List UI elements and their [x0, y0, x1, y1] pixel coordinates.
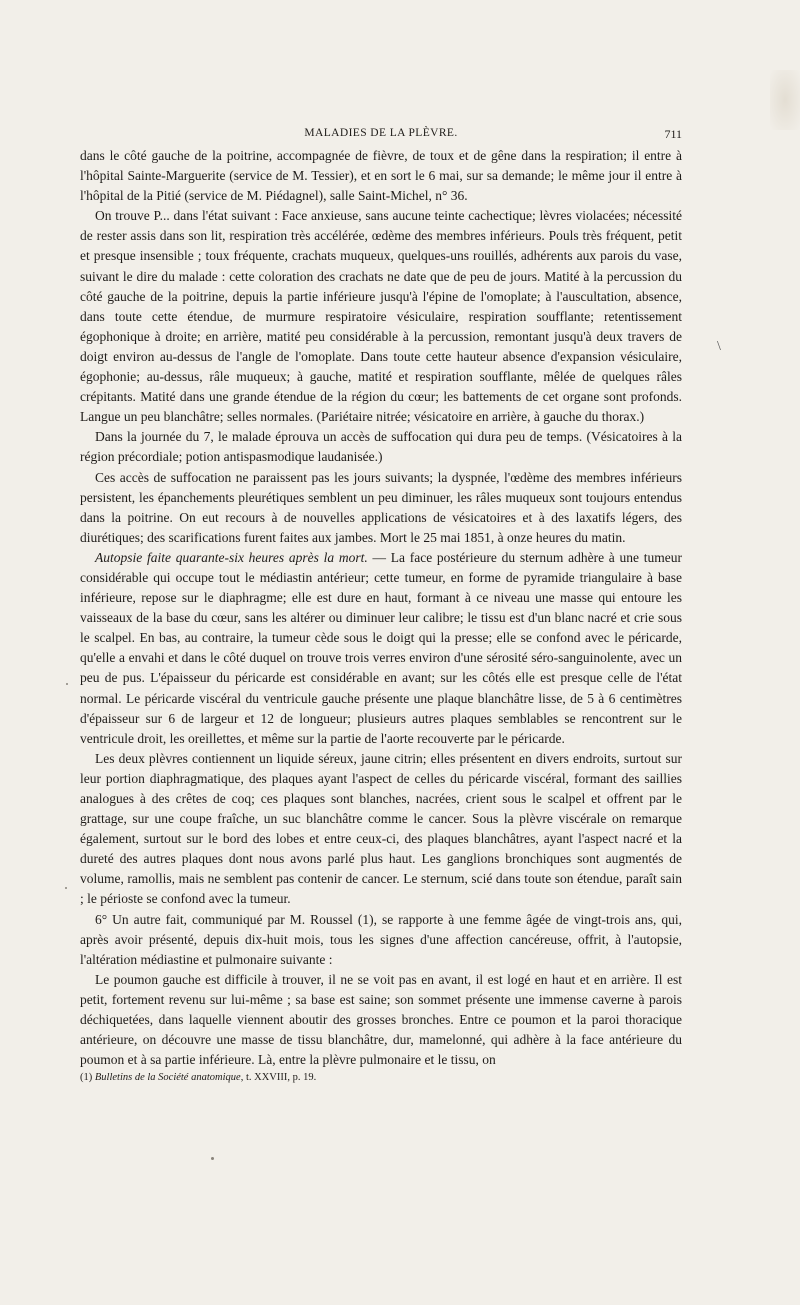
footnote-marker: (1): [80, 1072, 95, 1083]
paper-stain: [770, 70, 800, 130]
paragraph: dans le côté gauche de la poitrine, accompagnée de fièvre, de toux et de gêne dans la respiration; il entre à l'hôpital Sainte-Marguerite (service de M. Tessier), et en sort le 6 mai, sur sa demande; le même jour il entre à l'hôpital de la Pitié (service de M. Piédagnel), salle Saint-Michel, n° 36.: [80, 148, 682, 204]
page-number: 711: [664, 127, 682, 141]
paragraph-autopsy: [80, 548, 682, 749]
footnote-reference: , t. XXVIII, p. 19.: [240, 1072, 317, 1083]
paragraph-text: — La face postérieure du sternum adhère à une tumeur considérable qui occupe tout le médiastin antérieur; cette tumeur, en forme de pyramide triangulaire à base inférieure, repose sur le diaphragme; elle est dure en haut, formant à ce niveau une masse qui entoure les vaisseaux de la base du cœur, sans les altérer ou diminuer leur calibre; le tissu est d'un blanc nacré et crie sous le scalpel. En bas, au contraire, la tumeur cède sous le doigt qui la presse; elle se confond avec le péricarde, qu'elle a envahi et dans le côté duquel on trouve trois verres environ d'une sérosité séro-sanguinolente, avec un peu de pus. L'épaisseur du péricarde est considérable en avant; sur les côtés elle est presque celle de l'état normal. Le péricarde viscéral du ventricule gauche présente une plaque blanchâtre lisse, de 5 à 6 centimètres d'épaisseur sur 6 de largeur et 12 de longueur; plusieurs autres plaques semblables se rencontrent sur le ventricule droit, les oreillettes, et même sur la partie de l'aorte recouverte par le péricarde.: [80, 549, 682, 746]
running-title: MALADIES DE LA PLÈVRE.: [304, 127, 458, 139]
margin-mark: \: [717, 339, 721, 354]
ink-speck: [66, 683, 68, 685]
footnote: [80, 1071, 682, 1085]
paragraph: Dans la journée du 7, le malade éprouva un accès de suffocation qui dura peu de temps. (Vésicatoires à la région précordiale; potion antispasmodique laudanisée.): [80, 429, 682, 465]
autopsy-heading: Autopsie faite quarante-six heures après la mort.: [95, 549, 368, 565]
page-header: [80, 127, 682, 143]
footnote-source: Bulletins de la Société anatomique: [94, 1072, 241, 1083]
paragraph: On trouve P... dans l'état suivant : Face anxieuse, sans aucune teinte cachectique; lèvres violacées; nécessité de rester assis dans son lit, respiration très accélérée, œdème des membres inférieurs. Pouls très fréquent, petit et presque insensible ; toux fréquente, crachats muqueux, quelques-uns rouillés, adhérents aux parois du vase, suivant le dire du malade : cette coloration des crachats ne date que de peu de jours. Matité à la percussion du côté gauche de la poitrine, depuis la partie inférieure jusqu'à l'épine de l'omoplate; à l'auscultation, absence, dans toute cette étendue, de murmure respiratoire vésiculaire, respiration soufflante; retentissement égophonique à droite; en arrière, matité peu considérable à la percussion, remontant jusqu'à deux travers de doigt environ au-dessus de l'angle de l'omoplate. Dans toute cette hauteur absence d'expansion vésiculaire, égophonie; au-dessus, râle muqueux; à gauche, matité et respiration soufflante, mêlée de quelques râles crépitants. Matité dans une grande étendue de la région du cœur; les battements de cet organe sont profonds. Langue un peu blanchâtre; selles normales. (Pariétaire nitrée; vésicatoire en arrière, à gauche du thorax.): [80, 208, 682, 425]
paragraph: 6° Un autre fait, communiqué par M. Roussel (1), se rapporte à une femme âgée de vingt-trois ans, qui, après avoir présenté, depuis dix-huit mois, tous les signes d'une affection cancéreuse, offrit, à l'autopsie, l'altération médiastine et pulmonaire suivante :: [80, 911, 682, 967]
paragraph: Les deux plèvres contiennent un liquide séreux, jaune citrin; elles présentent en divers endroits, surtout sur leur portion diaphragmatique, des plaques ayant l'aspect de celles du péricarde viscéral, formant des saillies analogues à des crêtes de coq; ces plaques sont blanches, nacrées, crient sous le scalpel et offrent par le grattage, sur une coupe fraîche, un suc blanchâtre comme le cancer. Sous la plèvre viscérale on remarque également, surtout sur le bord des lobes et entre ceux-ci, des plaques blanchâtres, ayant l'aspect nacré et la dureté des autres plaques dont nous avons parlé plus haut. Les ganglions bronchiques sont augmentés de volume, ramollis, mais ne semblent pas contenir de cancer. Le sternum, scié dans toute son étendue, paraît sain ; le périoste se confond avec la tumeur.: [80, 750, 682, 907]
paragraph: Le poumon gauche est difficile à trouver, il ne se voit pas en avant, il est logé en haut et en arrière. Il est petit, fortement revenu sur lui-même ; sa base est saine; son sommet présente une immense caverne à parois déchiquetées, dans laquelle viennent aboutir des grosses bronches. Entre ce poumon et la paroi thoracique antérieure, on découvre une masse de tissu blanchâtre, dur, mamelonné, qui adhère à la face antérieure du poumon et à sa partie inférieure. Là, entre la plèvre pulmonaire et le tissu, on: [80, 971, 682, 1068]
ink-speck: [211, 1157, 214, 1160]
ink-speck: [65, 887, 67, 889]
body-text: [80, 146, 682, 1070]
paragraph: Ces accès de suffocation ne paraissent pas les jours suivants; la dyspnée, l'œdème des membres inférieurs persistent, les épanchements pleurétiques semblent un peu diminuer, les râles muqueux sont toujours entendus dans la poitrine. On eut recours à de nouvelles applications de vésicatoires et à des laxatifs légers, des diurétiques; des scarifications furent faites aux jambes. Mort le 25 mai 1851, à onze heures du matin.: [80, 469, 682, 545]
